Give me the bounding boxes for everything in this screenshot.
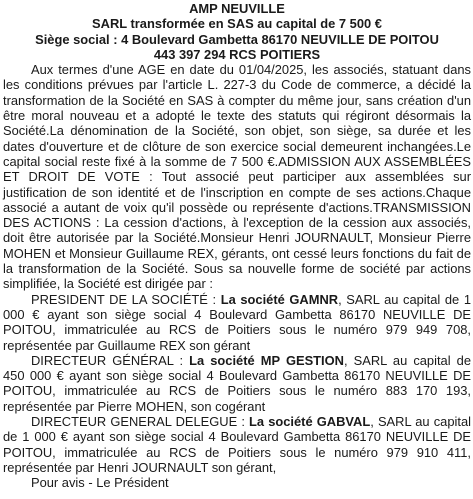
rcs-number: 443 397 294 RCS POITIERS — [153, 46, 321, 62]
signoff: Pour avis - Le Président — [31, 475, 169, 491]
directeur-general-delegue-paragraph — [3, 414, 471, 475]
president-details: , SARL au capital de 1 000 € ayant son siège social 4 Boulevard Gambetta 86170 NEUVILLE DE POITOU, immatriculée au RCS de Poitiers sous le numéro 979 949 708, représentée par Guillaume REX son gérant — [3, 291, 471, 353]
directeur-general-role: DIRECTEUR GÉNÉRAL : — [31, 352, 190, 368]
directeur-general-paragraph — [3, 353, 471, 414]
company-name: AMP NEUVILLE — [189, 1, 285, 16]
directeur-general-delegue-role: DIRECTEUR GENERAL DELEGUE : — [31, 414, 250, 430]
transformation-line: SARL transformée en SAS au capital de 7 500 € — [92, 16, 382, 32]
president-paragraph — [3, 292, 471, 353]
president-entity: La société GAMNR — [220, 291, 339, 307]
directeur-general-entity: La société MP GESTION — [189, 352, 344, 368]
registered-office: Siège social : 4 Boulevard Gambetta 86170 NEUVILLE DE POITOU — [35, 31, 439, 47]
president-role: PRESIDENT DE LA SOCIÉTÉ : — [31, 291, 221, 307]
directeur-general-delegue-entity: La société GABVAL — [249, 414, 371, 430]
directeur-general-details: , SARL au capital de 450 000 € ayant son siège social 4 Boulevard Gambetta 86170 NEUVILLE DE POITOU, immatriculée au RCS de Poitiers sous le numéro 883 170 193, représentée par Pierre MOHEN, son cogérant — [3, 352, 471, 414]
main-paragraph: Aux termes d'une AGE en date du 01/04/2025, les associés, statuant dans les conditions prévues par l'article L. 227-3 du Code de commerce, a décidé la transformation de la Société en SAS à compter du même jour, sans création d'un être moral nouveau et a adopté le texte des statuts qui régiront désormais la Société.La dénomination de la Société, son objet, son siège, sa durée et les dates d'ouverture et de clôture de son exercice social demeurent inchangées.Le capital social reste fixé à la somme de 7 500 €.ADMISSION AUX ASSEMBLÉES ET DROIT DE VOTE : Tout associé peut participer aux assemblées sur justification de son identité et de l'inscription en compte de ses actions.Chaque associé a autant de voix qu'il possède ou représente d'actions.TRANSMISSION DES ACTIONS : La cession d'actions, à l'exception de la cession aux associés, doit être autorisée par la Société.Monsieur Henri JOURNAULT, Monsieur Pierre MOHEN et Monsieur Guillaume REX, gérants, ont cessé leurs fonctions du fait de la transformation de la Société. Sous sa nouvelle forme de société par actions simplifiée, la Société est dirigée par : — [3, 62, 471, 292]
directeur-general-delegue-details: , SARL au capital de 1 000 € ayant son siège social 4 Boulevard Gambetta 86170 NEUVILLE DE POITOU, immatriculée au RCS de Poitiers sous le numéro 979 910 411, représentée par Henri JOURNAULT son gérant, — [3, 414, 471, 475]
